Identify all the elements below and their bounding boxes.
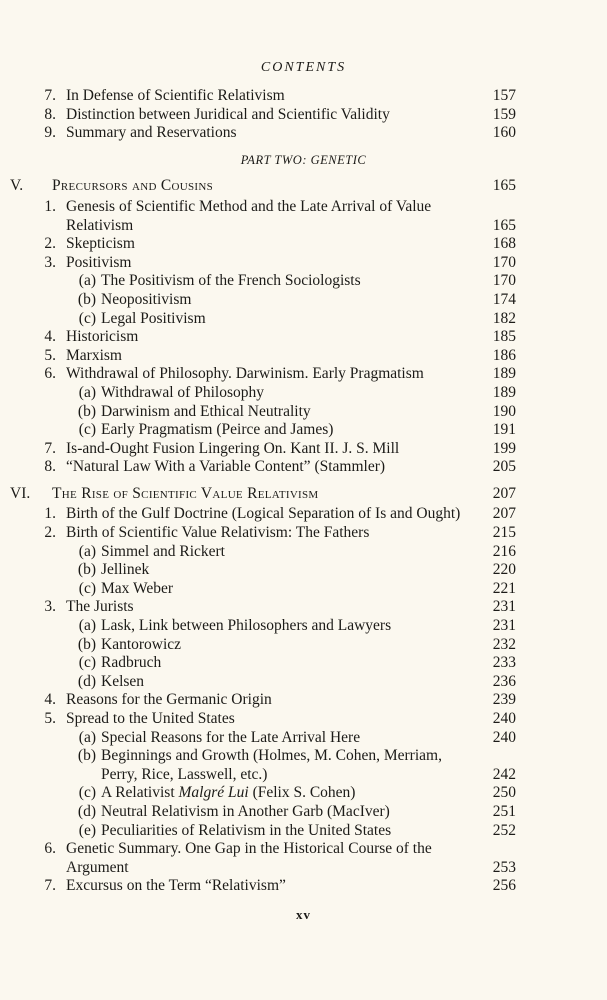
toc-page-number: 160 <box>492 124 516 142</box>
toc-page-number: 240 <box>492 710 516 727</box>
toc-entry-number: (b) <box>77 635 96 653</box>
toc-entry-number: (c) <box>78 654 96 672</box>
toc-entry-title: Skepticism <box>66 235 135 253</box>
toc-entry-number: 3. <box>44 253 56 271</box>
toc-entry-number: (a) <box>78 383 96 401</box>
toc-entry-row <box>0 524 607 543</box>
toc-entry-number: 6. <box>44 365 56 383</box>
toc-entry-number: 6. <box>44 840 56 858</box>
toc-entry-row <box>0 766 607 785</box>
toc-entry-number: V. <box>10 177 24 195</box>
toc-entry-title: Radbruch <box>101 654 162 672</box>
toc-entry-row <box>0 328 607 347</box>
toc-entry-row <box>0 877 607 896</box>
toc-entry-row <box>0 636 607 655</box>
toc-entry-row <box>0 87 607 106</box>
toc-entry-row <box>0 691 607 710</box>
toc-entry-title: Max Weber <box>101 579 174 597</box>
toc-entry-title: The Jurists <box>66 598 134 616</box>
toc-entry-number: (b) <box>77 290 96 308</box>
toc-entry-number: 1. <box>44 197 56 215</box>
toc-entry-number: 4. <box>44 328 56 346</box>
toc-entry-number: (b) <box>77 747 96 765</box>
toc-entry-title: Birth of the Gulf Doctrine (Logical Separation of Is and Ought) <box>66 505 461 523</box>
toc-entry-title: Summary and Reservations <box>66 124 237 142</box>
toc-entry-number: (d) <box>77 802 96 820</box>
toc-entry-number: (a) <box>78 728 96 746</box>
toc-entry-title: “Natural Law With a Variable Content” (Stammler) <box>66 458 386 476</box>
toc-entry-number: 7. <box>44 877 56 895</box>
toc-entry-row <box>0 235 607 254</box>
toc-entry-row <box>0 505 607 524</box>
running-head: CONTENTS <box>260 60 347 75</box>
toc-entry-row <box>0 347 607 366</box>
toc-entry-title: Spread to the United States <box>66 710 235 727</box>
toc-page-number: 220 <box>492 561 516 579</box>
toc-page-number: 168 <box>492 235 516 253</box>
toc-page-number: 215 <box>492 524 516 542</box>
toc-entry-title: Perry, Rice, Lasswell, etc.) <box>101 765 268 783</box>
toc-entry-row <box>0 421 607 440</box>
toc-entry-number: 7. <box>44 439 56 457</box>
toc-entry-number: 8. <box>44 458 56 476</box>
toc-entry-title: The Rise of Scientific Value Relativism <box>52 484 319 502</box>
toc-entry-number: (c) <box>78 421 96 439</box>
toc-entry-title: Early Pragmatism (Peirce and James) <box>101 421 334 439</box>
toc-entry-row <box>0 673 607 692</box>
toc-page-number: 252 <box>492 821 516 839</box>
toc-page-number: 191 <box>492 421 516 439</box>
toc-page-number: 207 <box>492 484 516 502</box>
toc-entry-number: 5. <box>44 346 56 364</box>
toc-entry-title: Distinction between Juridical and Scientific Validity <box>66 105 390 123</box>
toc-entry-number: (a) <box>78 542 96 560</box>
toc-entry-title: Neutral Relativism in Another Garb (MacIver) <box>101 802 390 820</box>
toc-entry-title: Peculiarities of Relativism in the United States <box>101 821 392 839</box>
toc-page-number: 189 <box>492 383 516 401</box>
toc-entry-number: (b) <box>77 561 96 579</box>
toc-page-number: 165 <box>492 216 516 234</box>
toc-page-number: 199 <box>492 439 516 457</box>
toc-page-number: 231 <box>492 617 516 635</box>
toc-page-number: 182 <box>492 309 516 327</box>
toc-page-number: 159 <box>492 105 516 123</box>
toc-entry-title: Kelsen <box>101 672 145 690</box>
toc-entry-title: Relativism <box>66 216 134 234</box>
toc-entry-number: (a) <box>78 272 96 290</box>
toc-entry-title: Withdrawal of Philosophy. Darwinism. Early Pragmatism <box>66 365 424 383</box>
toc-page-number: 240 <box>492 728 516 746</box>
toc-entry-row <box>0 710 607 729</box>
toc-entry-title: Positivism <box>66 253 132 271</box>
toc-entry-number: 5. <box>44 710 56 727</box>
toc-entry-title: The Positivism of the French Sociologists <box>101 272 361 290</box>
toc-page-number: 236 <box>492 672 516 690</box>
toc-entry-row <box>0 598 607 617</box>
toc-page-number: 205 <box>492 458 516 476</box>
toc-entry-number: (d) <box>77 672 96 690</box>
toc-entry-row <box>0 803 607 822</box>
toc-entry-row <box>0 729 607 748</box>
toc-entry-title: Genetic Summary. One Gap in the Historical Course of the <box>66 840 432 858</box>
toc-entry-title: Withdrawal of Philosophy <box>101 383 264 401</box>
toc-entry-row <box>0 654 607 673</box>
toc-entry-title: Neopositivism <box>101 290 192 308</box>
toc-entry-number: 1. <box>44 505 56 523</box>
toc-page-number: 216 <box>492 542 516 560</box>
toc-entry-row <box>0 561 607 580</box>
toc-entry-title: Simmel and Rickert <box>101 542 225 560</box>
toc-entry-row <box>0 384 607 403</box>
toc-entry-title: Jellinek <box>101 561 150 579</box>
toc-entry-title: Birth of Scientific Value Relativism: The Fathers <box>66 524 370 542</box>
toc-entry-row <box>0 840 607 859</box>
toc-page-number: 157 <box>492 87 516 104</box>
toc-page-number: 232 <box>492 635 516 653</box>
toc-page-number: 256 <box>492 877 516 895</box>
toc-entry-title: Marxism <box>66 346 122 364</box>
toc-entry-number: 2. <box>44 235 56 253</box>
toc-entry-title: Kantorowicz <box>101 635 182 653</box>
toc-entry-row <box>0 217 607 236</box>
toc-entry-row <box>0 124 607 143</box>
toc-entry-title: Historicism <box>66 328 139 346</box>
toc-entry-row <box>0 106 607 125</box>
toc-entry-row <box>0 198 607 217</box>
toc-entry-row <box>0 822 607 841</box>
toc-entry-title: Genesis of Scientific Method and the Late Arrival of Value <box>66 197 432 215</box>
toc-page-number: 239 <box>492 691 516 709</box>
toc-entry-row <box>0 458 607 477</box>
page-folio: xv <box>296 907 311 922</box>
toc-entry-title: Lask, Link between Philosophers and Lawyers <box>101 617 392 635</box>
toc-entry-title: Beginnings and Growth (Holmes, M. Cohen, Merriam, <box>101 747 442 765</box>
toc-entry-row <box>0 403 607 422</box>
toc-entry-title: Precursors and Cousins <box>52 177 214 195</box>
toc-page-number: 170 <box>492 272 516 290</box>
toc-entry-title: Argument <box>66 858 129 876</box>
toc-page-number: 165 <box>492 177 516 195</box>
toc-entry-row <box>0 440 607 459</box>
toc-entry-number: 7. <box>44 87 56 104</box>
toc-entry-row <box>0 310 607 329</box>
toc-page-number: 185 <box>492 328 516 346</box>
toc-entry-number: 9. <box>44 124 56 142</box>
toc-chapter-row <box>0 177 607 196</box>
toc-entry-number: (c) <box>78 784 96 802</box>
toc-page-number: 233 <box>492 654 516 672</box>
toc-entry-title: A Relativist Malgré Lui (Felix S. Cohen) <box>101 784 356 802</box>
toc-page-number: 190 <box>492 402 516 420</box>
toc-entry-title: Is-and-Ought Fusion Lingering On. Kant II. J. S. Mill <box>66 439 400 457</box>
toc-entry-number: (b) <box>77 402 96 420</box>
toc-page-number: 170 <box>492 253 516 271</box>
toc-entry-row <box>0 580 607 599</box>
toc-entry-title: Darwinism and Ethical Neutrality <box>101 402 311 420</box>
toc-entry-row <box>0 617 607 636</box>
toc-entry-row <box>0 272 607 291</box>
toc-entry-title: Reasons for the Germanic Origin <box>66 691 272 709</box>
toc-chapter-row <box>0 485 607 504</box>
toc-page-number: 189 <box>492 365 516 383</box>
toc-entry-number: (c) <box>78 579 96 597</box>
toc-entry-number: 8. <box>44 105 56 123</box>
toc-page-number: 207 <box>492 505 516 523</box>
toc-page-number: 250 <box>492 784 516 802</box>
toc-entry-row <box>0 747 607 766</box>
toc-entry-number: 3. <box>44 598 56 616</box>
toc-page-number: 186 <box>492 346 516 364</box>
toc-page-number: 174 <box>492 290 516 308</box>
table-of-contents <box>0 87 607 896</box>
toc-entry-number: (e) <box>78 821 96 839</box>
toc-page-number: 231 <box>492 598 516 616</box>
toc-entry-title: Special Reasons for the Late Arrival Here <box>101 728 361 746</box>
toc-page-number: 251 <box>492 802 516 820</box>
toc-page-number: 242 <box>492 765 516 783</box>
toc-entry-row <box>0 543 607 562</box>
toc-part-heading <box>0 151 607 170</box>
toc-page-number: 221 <box>492 579 516 597</box>
toc-entry-row <box>0 365 607 384</box>
toc-entry-title: Legal Positivism <box>101 309 206 327</box>
toc-entry-row <box>0 254 607 273</box>
toc-entry-number: 2. <box>44 524 56 542</box>
toc-entry-number: 4. <box>44 691 56 709</box>
toc-entry-row <box>0 859 607 878</box>
toc-page-number: 253 <box>492 858 516 876</box>
toc-entry-title: In Defense of Scientific Relativism <box>66 87 285 104</box>
toc-entry-row <box>0 784 607 803</box>
toc-entry-row <box>0 291 607 310</box>
toc-entry-number: (a) <box>78 617 96 635</box>
toc-entry-title: Excursus on the Term “Relativism” <box>66 877 286 895</box>
toc-entry-title: PART TWO: GENETIC <box>240 152 367 167</box>
toc-entry-number: VI. <box>10 484 31 502</box>
toc-entry-number: (c) <box>78 309 96 327</box>
